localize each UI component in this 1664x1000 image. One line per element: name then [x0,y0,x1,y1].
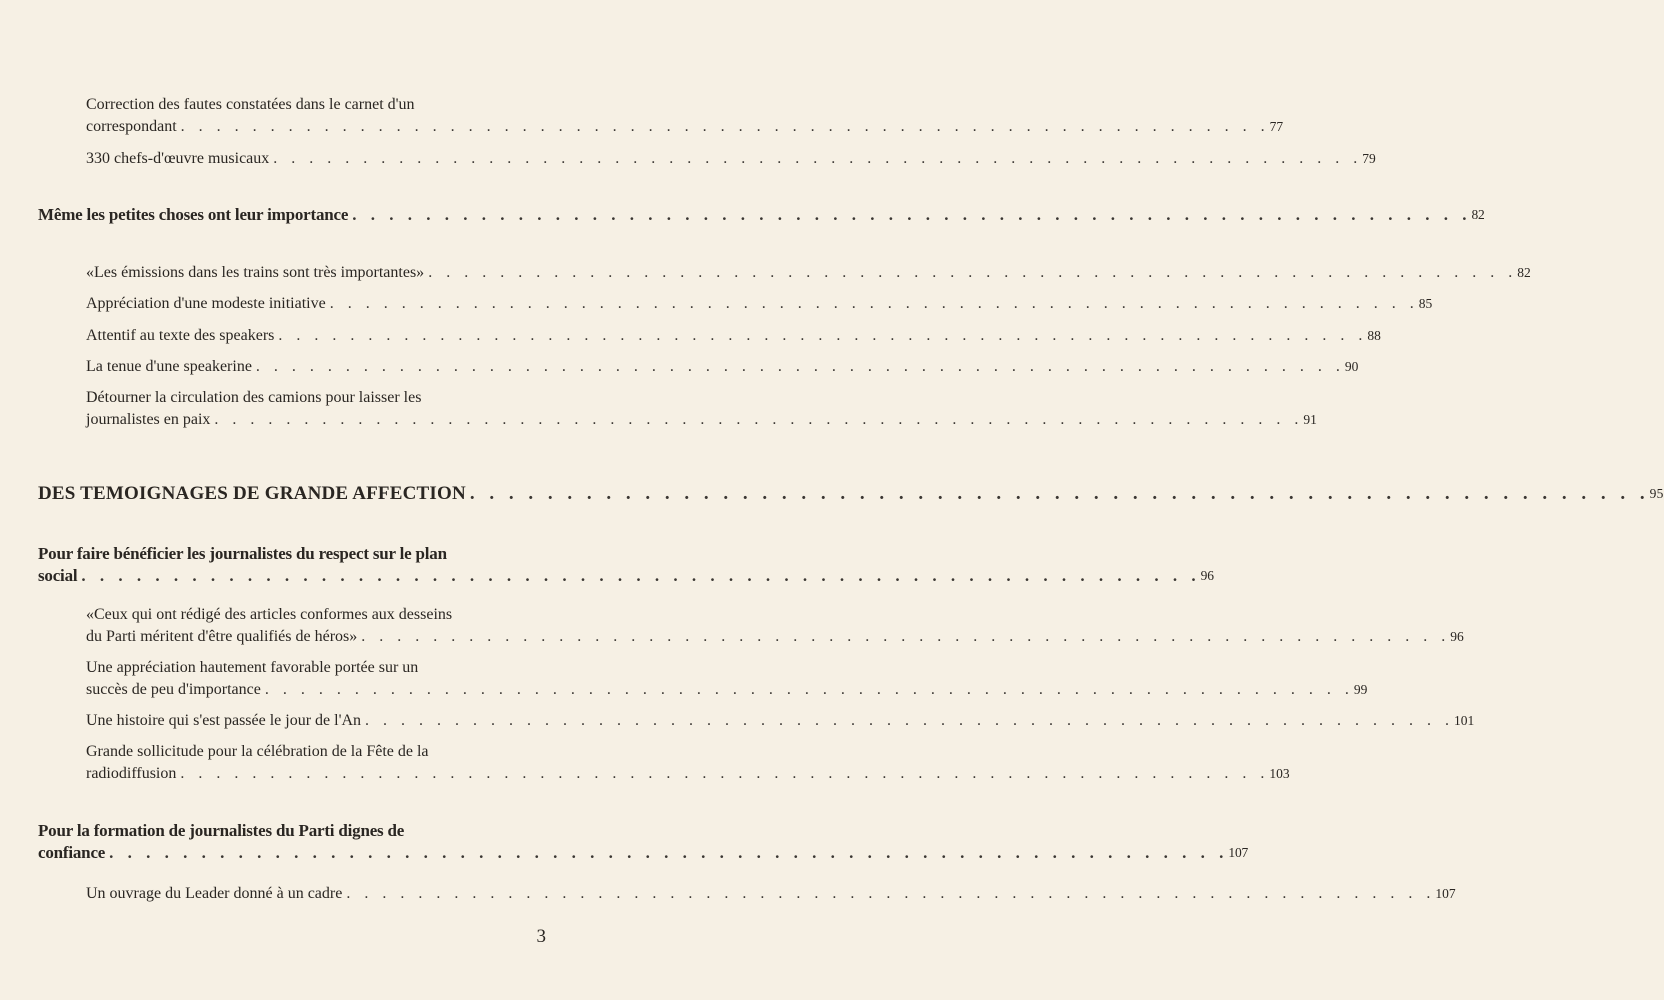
dot-leader [81,565,1200,587]
toc-entry-page: 99 [1353,682,1368,697]
toc-section[interactable] [38,820,1249,864]
toc-entry[interactable] [86,356,1359,378]
toc-chapter[interactable] [38,483,1664,505]
toc-section-title-line1: Pour faire bénéficier les journalistes du respect sur le plan [38,544,447,563]
toc-entry-page: 103 [1269,766,1290,781]
toc-chapter-title: DES TEMOIGNAGES DE GRANDE AFFECTION [38,483,466,504]
toc-entry-page: 79 [1362,151,1376,166]
dot-leader [352,204,1471,226]
toc-chapter-page: 95 [1649,486,1664,501]
toc-entry-text-line1: «Ceux qui ont rédigé des articles conformes aux desseins [86,606,453,623]
toc-entry-text-line1: Grande sollicitude pour la célébration de la Fête de la [86,743,429,760]
toc-entry-text-line2: du Parti méritent d'être qualifiés de héros» [86,628,358,645]
dot-leader [330,293,1419,315]
toc-entry-page: 91 [1303,412,1317,427]
toc-entry-text: Appréciation d'une modeste initiative [86,295,326,312]
toc-entry[interactable] [86,148,1376,170]
dot-leader [273,148,1362,170]
dot-leader [428,262,1517,284]
toc-entry-text-line2: succès de peu d'importance [86,681,261,698]
toc-entry-text: Attentif au texte des speakers [86,327,275,344]
toc-section[interactable] [38,204,1485,226]
toc-entry[interactable] [86,657,1368,701]
page-number: 3 [536,926,546,947]
toc-entry-text-line2: journalistes en paix [86,411,211,428]
toc-entry[interactable] [86,604,1464,648]
toc-entry[interactable] [86,741,1290,785]
toc-section-title-line2: confiance [38,843,106,862]
toc-section-page: 96 [1200,568,1214,583]
dot-leader [265,679,1354,701]
toc-entry-text-line2: radiodiffusion [86,765,177,782]
toc-section-title: Même les petites choses ont leur importance [38,205,349,224]
toc-entry-page: 107 [1435,886,1456,901]
toc-entry-page: 88 [1367,328,1381,343]
toc-entry[interactable] [86,387,1317,431]
toc-entry-text: La tenue d'une speakerine [86,358,252,375]
toc-entry-page: 77 [1269,119,1284,134]
toc-section-title-line2: social [38,566,78,585]
dot-leader [181,116,1270,138]
dot-leader [278,325,1367,347]
toc-entry[interactable] [86,710,1475,732]
dot-leader [361,626,1450,648]
dot-leader [214,409,1303,431]
toc-entry-page: 96 [1450,629,1464,644]
toc-entry[interactable] [86,883,1456,905]
dot-leader [180,763,1269,785]
dot-leader [346,883,1435,905]
toc-section-title-line1: Pour la formation de journalistes du Parti dignes de [38,821,405,840]
toc-entry[interactable] [86,293,1433,315]
toc-entry-page: 85 [1418,296,1433,311]
dot-leader [109,842,1228,864]
toc-section-page: 107 [1228,845,1249,860]
toc-entry-text: Un ouvrage du Leader donné à un cadre [86,885,343,902]
toc-entry[interactable] [86,262,1531,284]
toc-entry-page: 90 [1344,359,1359,374]
toc-entry[interactable] [86,325,1381,347]
toc-entry-text: Une histoire qui s'est passée le jour de l'An [86,712,362,729]
toc-entry-page: 82 [1517,265,1531,280]
toc-section[interactable] [38,543,1214,587]
toc-entry-text: «Les émissions dans les trains sont très importantes» [86,264,425,281]
toc-entry-text-line2: correspondant [86,118,177,135]
toc-entry-text-line1: Correction des fautes constatées dans le carnet d'un [86,96,415,113]
toc-entry-text-line1: Détourner la circulation des camions pour laisser les [86,389,422,406]
toc-entry-text: 330 chefs-d'œuvre musicaux [86,150,270,167]
dot-leader [365,710,1454,732]
toc-section-page: 82 [1471,207,1485,222]
dot-leader [256,356,1345,378]
toc-entry-text-line1: Une appréciation hautement favorable portée sur un [86,659,419,676]
toc-entry[interactable] [86,94,1284,138]
dot-leader [470,483,1650,505]
toc-entry-page: 101 [1454,713,1475,728]
